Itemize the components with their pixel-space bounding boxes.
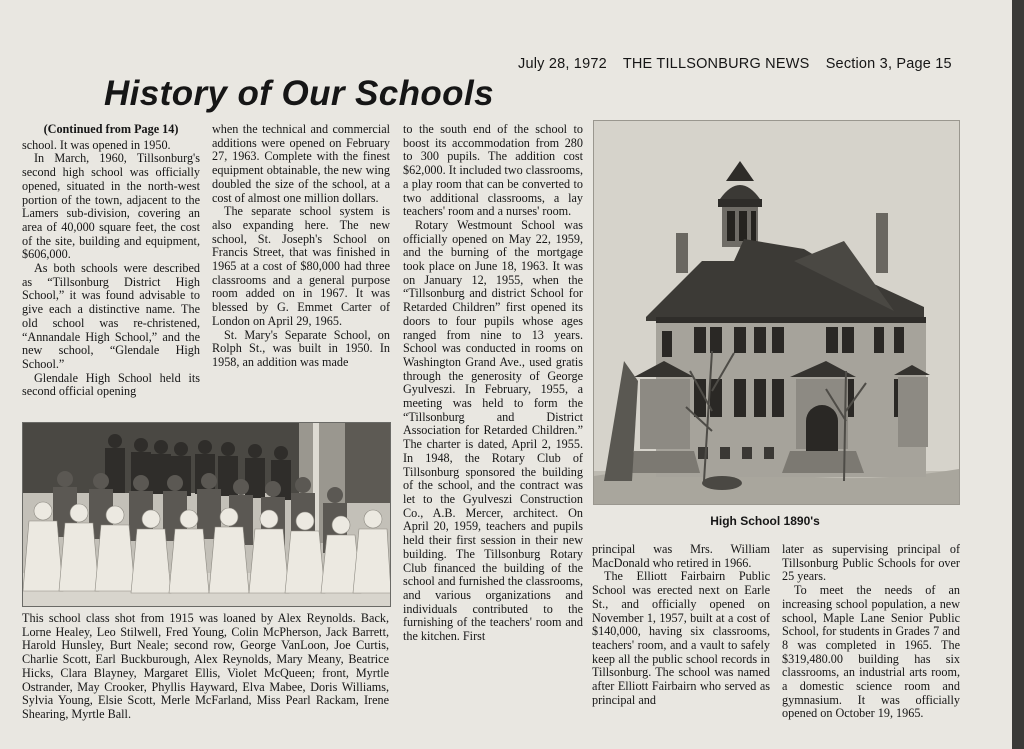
- masthead: [518, 56, 952, 72]
- col3-paragraph: Rotary Westmount School was officially opened on May 22, 1959, and the burning of the mortgage took place on June 18, 1963. It was on January 12, 1955, when the “Tillsonburg and district School for Retarded Children” first opened its doors to four pupils whose ages ranged from nine to 13 years. School was conducted in rooms on Washington Grand Ave., used gratis through the generosity of George Gyulveszi. In February, 1955, a meeting was held to form the “Tillsonburg and District Association for Retarded Children.” The charter is dated, April 2, 1955. In 1948, the Rotary Club of Tillsonburg sponsored the building of the school, and the contract was let to the Gyulveszi Construction Co., A.B. Mercer, architect. On April 20, 1959, teachers and pupils held their first session in their new building. The Tillsonburg Rotary Club financed the building of the school and furnished the classrooms, and various organizations and individuals contributed to the furnishing of the teachers' room and the kitchen. First: [403, 217, 583, 644]
- col4-paragraph: The Elliott Fairbairn Public School was erected next on Earle St., and officially opened on November 1, 1957, built at a cost of $140,000, having six classrooms, teachers' room, and a vault to safely keep all the public school records in Tillsonburg. The school was named after Elliott Fairbairn who served as principal and: [592, 569, 770, 707]
- col2-paragraph: St. Mary's Separate School, on Rolph St., was built in 1950. In 1958, an addition was made: [212, 327, 390, 369]
- col4-paragraph: principal was Mrs. William MacDonald who retired in 1966.: [592, 543, 770, 570]
- column-4: [592, 543, 770, 743]
- col1-paragraph: Glendale High School held its second official opening: [22, 370, 200, 399]
- high-school-photo: [593, 120, 960, 505]
- col2-paragraph: The separate school system is also expanding here. The new school, St. Joseph's School on Francis Street, that was finished in 1965 at a cost of $80,000 had three classrooms and a general purpose room added on in 1967. It was blessed by G. Emmet Carter of London on April 29, 1965.: [212, 204, 390, 328]
- class-photo-1915: [22, 422, 391, 607]
- masthead-date: July 28, 1972: [518, 56, 607, 72]
- column-1: [22, 123, 200, 415]
- column-5: [782, 543, 960, 743]
- column-3: [403, 123, 583, 743]
- masthead-section: Section 3, Page 15: [825, 56, 952, 72]
- class-photo-caption: This school class shot from 1915 was loaned by Alex Reynolds. Back, Lorne Healey, Leo Stilwell, Fred Young, Colin McPherson, Jack Barrett, Harold Hunsley, Burt Neale; second row, George VanLoon, Joe Curtis, Charlie Scott, Earl Buckburough, Alex Reynolds, Mary Meany, Beatrice Hicks, Clara Blayney, Margaret Ellis, Violet McQueen; front, Myrtle Ostrander, May Crooker, Phyllis Hayward, Elva Mabee, Doris Williams, Sylvia Young, Elsie Scott, Merle McFarland, Miss Pearl Rackam, Irene Shearing, Myrtle Ball.: [22, 612, 389, 721]
- col3-paragraph: to the south end of the school to boost its accommodation from 280 to 300 pupils. The addition cost $62,000. It included two classrooms, a play room that can be converted to two additional classrooms, a lay teachers' room and a nurses' room.: [403, 123, 583, 219]
- high-school-photo-caption: High School 1890's: [710, 514, 820, 528]
- column-2: [212, 123, 390, 415]
- col1-paragraph: As both schools were described as “Tillsonburg District High School,” it was found advisable to give each a distinctive name. The old school was re-christened, “Annandale High School,” and the new school, “Glendale High School.”: [22, 261, 200, 371]
- col1-paragraph: In March, 1960, Tillsonburg's second high school was officially opened, situated in the north-west portion of the town, adjacent to the Lamers sub-division, covering an area of 40,000 square feet, the cost of the site, building and equipment, $606,000.: [22, 151, 200, 262]
- continued-note: (Continued from Page 14): [43, 123, 179, 136]
- col2-paragraph: when the technical and commercial additions were opened on February 27, 1963. Complete with the finest equipment obtainable, the new wing doubled the size of the school, at a cost of almost one million dollars.: [212, 123, 390, 205]
- col5-paragraph: To meet the needs of an increasing school population, a new school, Maple Lane Senior Public School, for students in Grades 7 and 8 was completed in 1965. The $319,480.00 building has six classrooms, an industrial arts room, a domestic science room and gymnasium. It was officially opened on October 19, 1965.: [782, 583, 960, 721]
- page-edge: [1012, 0, 1024, 749]
- col5-paragraph: later as supervising principal of Tillsonburg Public Schools for over 25 years.: [782, 543, 960, 584]
- headline: History of Our Schools: [104, 74, 494, 113]
- masthead-paper: THE TILLSONBURG NEWS: [622, 56, 810, 72]
- col1-paragraph: school. It was opened in 1950.: [22, 137, 171, 152]
